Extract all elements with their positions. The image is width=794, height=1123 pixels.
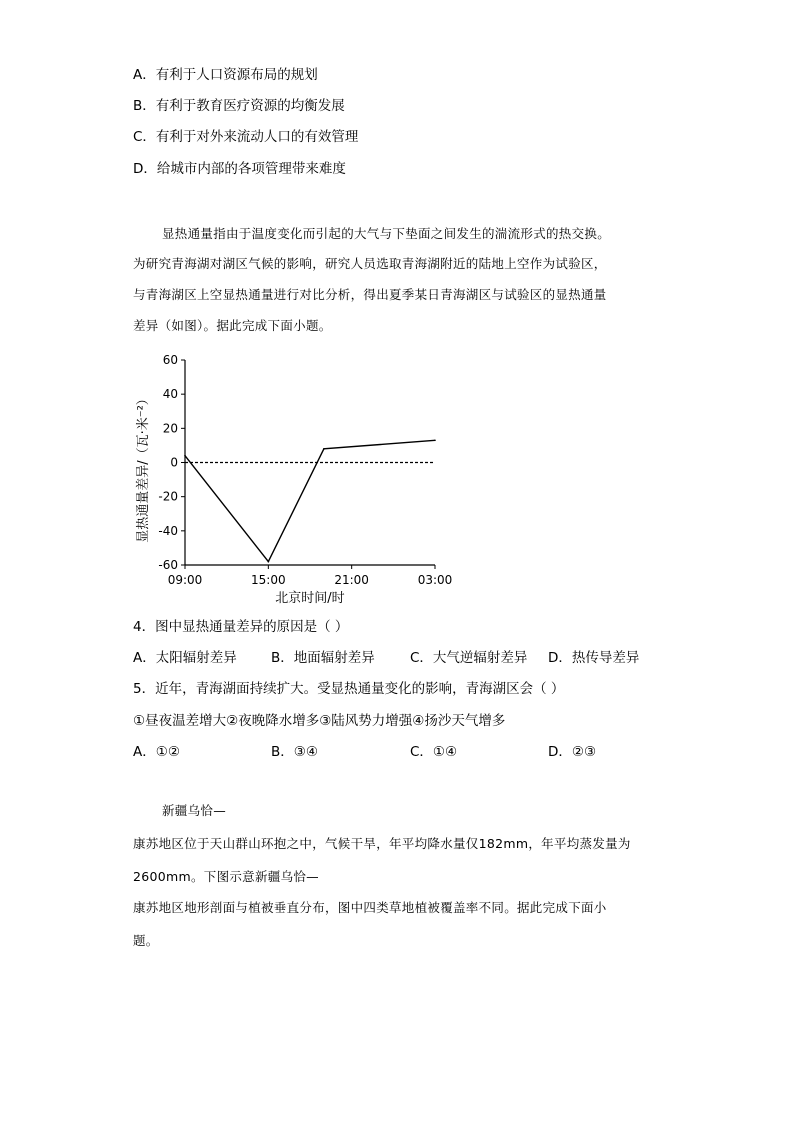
data-point xyxy=(268,561,270,563)
q3-option-b: B．有利于教育医疗资源的均衡发展 xyxy=(133,98,345,114)
passage2-line-5: 题。 xyxy=(133,933,159,948)
passage1-line-1: 显热通量指由于温度变化而引起的大气与下垫面之间发生的湍流形式的热交换。 xyxy=(162,226,611,241)
q4-option-b: B．地面辐射差异 xyxy=(271,650,375,666)
q5-stem: 5．近年，青海湖面持续扩大。受显热通量变化的影响，青海湖区会（ ） xyxy=(133,681,565,697)
y-tick-label: -40 xyxy=(158,523,178,538)
data-point xyxy=(323,448,325,450)
passage2-line-1: 新疆乌恰— xyxy=(162,803,227,818)
y-tick-label: 40 xyxy=(162,387,178,402)
passage1-line-2: 为研究青海湖对湖区气候的影响，研究人员选取青海湖附近的陆地上空作为试验区， xyxy=(133,256,607,271)
passage2-line-4: 康苏地区地形剖面与植被垂直分布，图中四类草地植被覆盖率不同。据此完成下面小 xyxy=(133,900,607,915)
flux-difference-line xyxy=(185,440,435,561)
q4-option-c: C．大气逆辐射差异 xyxy=(410,650,528,666)
passage1-line-3: 与青海湖区上空显热通量进行对比分析，得出夏季某日青海湖区与试验区的显热通量 xyxy=(133,287,607,302)
q4-option-a: A．太阳辐射差异 xyxy=(133,650,237,666)
q5-option-c: C．①④ xyxy=(410,744,458,760)
y-tick-label: 0 xyxy=(170,455,178,470)
passage2-line-2: 康苏地区位于天山群山环抱之中，气候干旱，年平均降水量仅182mm，年平均蒸发量为 xyxy=(133,836,631,851)
y-axis-label: 显热通量差异/（瓦·米⁻²） xyxy=(136,392,151,543)
x-tick-label: 09:00 xyxy=(167,573,203,587)
q5-option-b: B．③④ xyxy=(271,744,318,760)
x-axis-label: 北京时间/时 xyxy=(275,591,345,606)
q5-option-a: A．①② xyxy=(133,744,180,760)
y-tick-label: 20 xyxy=(162,421,178,436)
q3-option-a: A．有利于人口资源布局的规划 xyxy=(133,67,318,83)
x-tick-label: 03:00 xyxy=(417,573,453,587)
passage2-line-3: 2600mm。下图示意新疆乌恰— xyxy=(133,869,319,884)
data-point xyxy=(184,455,186,457)
x-tick-label: 15:00 xyxy=(251,573,286,587)
y-tick-label: -60 xyxy=(158,558,178,572)
q5-option-d: D．②③ xyxy=(548,744,597,760)
y-tick-label: 60 xyxy=(162,353,178,367)
passage1-line-4: 差异（如图）。据此完成下面小题。 xyxy=(133,318,332,333)
y-tick-label: -20 xyxy=(158,489,178,504)
sensible-heat-flux-chart xyxy=(130,350,460,610)
x-tick-label: 21:00 xyxy=(334,573,369,587)
data-point xyxy=(434,439,436,441)
q4-options xyxy=(133,649,673,667)
q4-stem: 4．图中显热通量差异的原因是（ ） xyxy=(133,619,349,635)
q3-option-c: C．有利于对外来流动人口的有效管理 xyxy=(133,129,359,145)
q5-options xyxy=(133,743,673,761)
q3-option-d: D．给城市内部的各项管理带来难度 xyxy=(133,161,346,177)
q5-statements: ①昼夜温差增大②夜晚降水增多③陆风势力增强④扬沙天气增多 xyxy=(133,713,506,729)
q4-option-d: D．热传导差异 xyxy=(548,650,640,666)
